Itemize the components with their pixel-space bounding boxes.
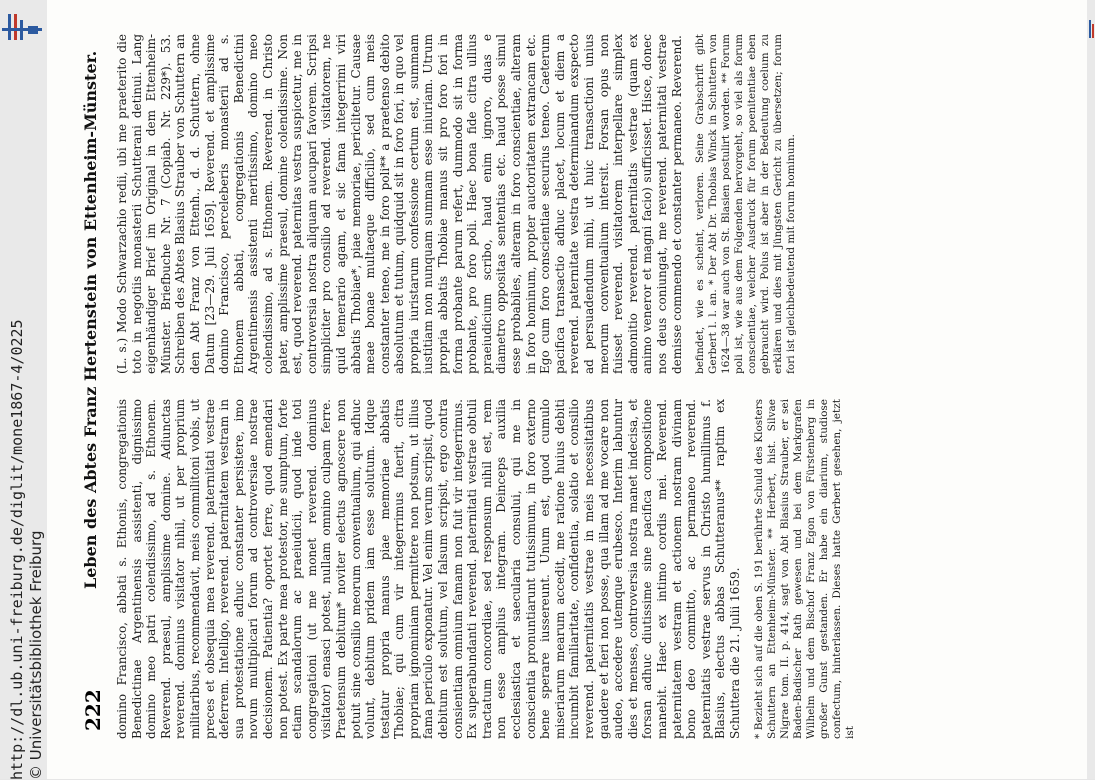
left-footnotes: * Bezieht sich auf die oben S. 191 berührte Schuld des Klosters Schuttern an Ettenheim-Münster. ** Herbert, hist. Silvae Nigrae tom. II. p. 414, sagt von Abt Blasius Strauber, er sei Baden-Badischer Rath gewesen und bei dem Markgrafen Wilhelm und dem Bischof Franz Egon von Fürstenberg in großer Gunst gestanden. Er habe ein diarium, studiose confectum, hinterlassen. Dieses hatte Gerbert gesehen, jetzt ist xyxy=(752,399,856,739)
document-url[interactable]: http://dl.ub.uni-freiburg.de/diglit/mone1867-4/0225 xyxy=(8,319,26,780)
library-logo-icon xyxy=(2,10,42,50)
viewer-right-strip xyxy=(1087,0,1095,779)
scanned-page xyxy=(47,0,1087,779)
page-rotation-wrapper xyxy=(47,0,1085,779)
page-content xyxy=(47,0,1085,779)
viewer-left-strip xyxy=(0,0,47,779)
copyright-notice: © Universitätsbibliothek Freiburg xyxy=(27,530,45,780)
page-number: 222 xyxy=(81,689,105,731)
left-column xyxy=(115,399,857,739)
right-column-text: (L. s.) Modo Schwarzachio redii, ubi me praeterito die toto in negotiis monasterii Schutterani detinui. Lang eigenhändiger Brief im Original in dem Ettenheim-Münster. Briefbuche Nr. 7 (Copiab. Nr. 229*). 53. Schreiben des Abtes Blasius Strauber von Schuttern an den Abt Franz von Ettenh., d. d. Schuttern, ohne Datum [23—29. Juli 1659]. Reverend. et amplissime domino Francisco, perceleberis monasterii ad s. Ethonem abbati, congregationis Benedictini Argentinensis assistenti meritissimo, domino meo colendissimo, ad s. Ethonem. Reverend. in Christo pater, amplissime praesul, domine colendissime. Non est, quod reverend. paternitas vestra suspicetur, me in controversia nostra aliquam aucupari favorem. Scripsi simpliciter pro consilio ad reverend. visitatorem, ne quid temerario agam, et sic fama integerrimi viri abbatis Thobiae*, piae memoriae, periclitetur. Causae meae bonae multaeque difficilio, sed cum meis constanter teneo, me in foro poli** a praetenso debito absolutum et tutum, quidquid sit in foro fori, in quo vel propria iuristarum confessione certum est, summam iustitiam non nunquam summam esse iniuriam. Utrum propria abbatis Thobiae manus sit pro foro fori in forma probante parum refert, dummodo sit in forma probante, pro foro poli. Haec bona fide citra ullius praeiudicium scribo, haud enim ignoro, duas e diametro oppositas sententias etc. haud posse simul esse probabiles, alteram in foro conscientiae, alteram in foro hominum, propter auctoritatem extrancam etc. Ego cum foro conscientiae securius teneo. Caeterum pacifica transactio adhuc placet, locum et diem a reverend. paternitate vestra determinandum exspecto ad persuadendum mihi, ut huic transactioni unius meorum conventualium intersit. Forsan opus non fuisset reverend. visitatorem interpellare simplex admonitio reverend. paternitatis vestrae (quam ex animo veneror et magni facio) sufficisset. Hisce, donec nos deus coniungat, me reverend. paternitati vestrae demisse commendo et constanter permaneo. Reverend. xyxy=(115,34,684,374)
right-column xyxy=(115,34,798,374)
left-column-text: domino Francisco, abbati s. Ethonis, congregationis Benedictinae Argentinensis assistenti, dignissimo domino meo patri colendissimo, ad s. Ethonem. Reverend. praesul, amplissime domine. Adiunctas reverend. dominus visitator nihil, ut per proprium militaribus, recommendavit, meis commilitoni vobis, ut preces et obsequia mea reverend. paternitati vestrae deferrem. Intelligo, reverend. paternitatem vestram in sua protestatione adhuc constanter persistere, imo novum multiplicari forum ad controversiae nostrae decisionem. Patientia? oportet ferre, quod emendari non potest. Ex parte mea protestor, me sumptum, forte etiam scandalorum ac praeiudicii, quod inde toti congregationi (ut me monet reverend. dominus visitator) enasci potest, nullam omnino culpam ferre. Praetensum debitum* noviter electus agnoscere non potuit sine consilio meorum conventualium, qui adhuc volunt, debitum pridem iam esse solutum. Idque testatur propria manus piae memoriae abbatis Thobiae; qui cum vir integerrimus fuerit, citra propriam ignominiam permittere non potsum, ut illius fama periculo exponatur. Vel enim verum scripsit, quod debitum est solutum, vel falsum scripsit, ergo contra consientiam omnium famam non fuit vir integerrimus. Ex superabundanti reverend. paternitati vestrae obtuli tractatum concordiae, sed responsum nihil est, rem non esse amplius integram. Deinceps auxilia ecclesiastica et saecularia consului, qui me in conscientia pronuntiarunt tutissimum, in foro externo bene sperare iussereunt. Unum est, quod cumulo miseriarum mearum accedit, me ratione huius debiti incumbit familiaritate, confidentia, solatio et consilio reverend. paternitatis vestrae in meis necessitatibus gaudere et fieri non posse, qua illam ad me vocare non audeo, accedere utemque erubesco. Interim labuntur dies et menses, controversia nostra manet indecisa, et forsan adhuc diutissime sine pacifica compositione manebit. Haec ex intimo cordis mei. Reverend. paternitatem vestram et actionem nostram divinam bono deo committo, ac permaneo reverend. paternitatis vestrae servus in Christo humillimus f. Blasius, electus abbas Schutteranus** raptim ex Schuttera die 21. Julii 1659. xyxy=(115,399,742,739)
right-logo-icon xyxy=(1088,20,1094,38)
right-footnotes: befindet, wie es scheint, verloren. Seine Grabschrift gibt Gerbert l. l. an. * Der Abt Dr. Thobias Winck in Schuttern von 1624—38 war auch von St. Blasien postulirt worden. ** Forum poli ist, wie aus dem Folgenden hervorgeht, so viel als forum conscientiae, welcher Ausdruck für forum poenitentiae eben gebraucht wird. Polus ist aber in der Bedeutung coelum zu erklären und dies mit Jüngsten Gericht zu übersetzen; forum fori ist gleichbedeutend mit forum hominum. xyxy=(694,34,798,374)
running-head: Leben des Abtes Franz Hertenstein von Ettenheim-Münster. xyxy=(81,50,100,589)
